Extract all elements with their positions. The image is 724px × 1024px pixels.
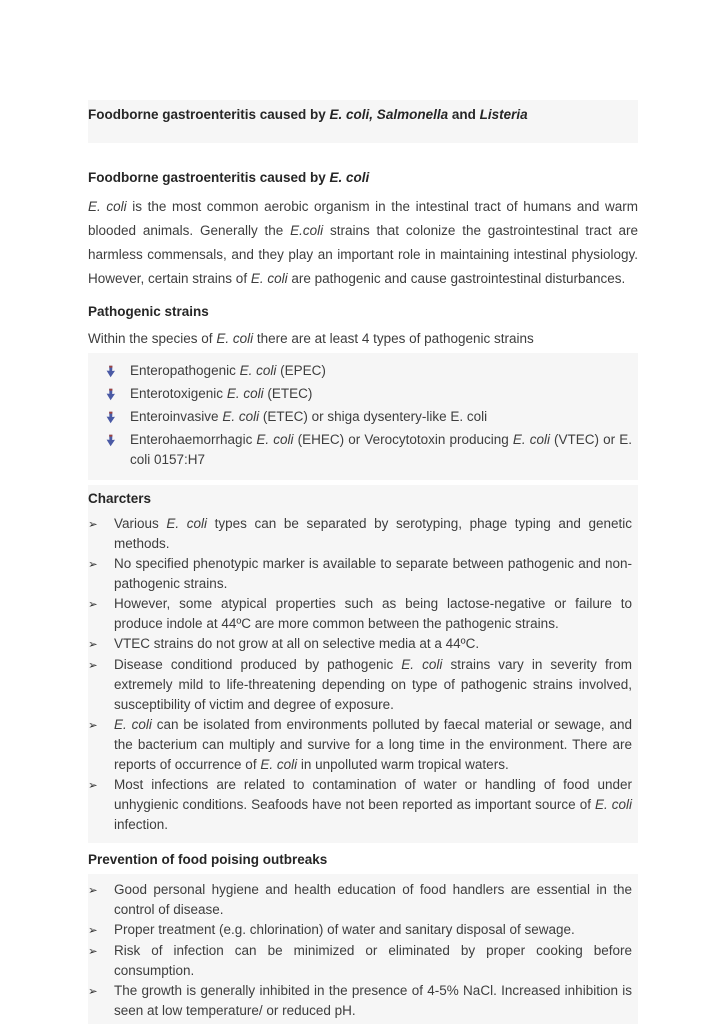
down-arrow-bullet-icon (106, 407, 130, 430)
document-title: Foodborne gastroenteritis caused by E. coli, Salmonella and Listeria (88, 100, 638, 143)
strain-list-item (88, 407, 632, 430)
characters-list (88, 514, 632, 835)
arrowhead-bullet-icon: ➢ (88, 986, 98, 998)
prevention-list-item (88, 941, 632, 981)
strain-list-item (88, 361, 632, 384)
arrowhead-bullet-icon: ➢ (88, 925, 98, 937)
prevention-heading: Prevention of food poising outbreaks (88, 852, 328, 867)
characters-list-item (88, 715, 632, 775)
prevention-list-item (88, 920, 632, 941)
characters-list-item-text: Most infections are related to contamination of water or handling of food under unhygienic conditions. Seafoods have not been reported as important source of E. coli infection. (114, 777, 632, 832)
strain-list-item (88, 384, 632, 407)
prevention-list (88, 874, 638, 1024)
characters-list-item (88, 634, 632, 655)
characters-list-item (88, 594, 632, 634)
arrowhead-bullet-icon: ➢ (88, 720, 98, 732)
arrowhead-bullet-icon: ➢ (88, 780, 98, 792)
document-content (88, 100, 638, 1024)
section-heading-ecoli: Foodborne gastroenteritis caused by E. coli (88, 170, 370, 185)
characters-list-item (88, 554, 632, 594)
characters-heading: Charcters (88, 491, 152, 506)
characters-list-item-text: E. coli can be isolated from environments polluted by faecal material or sewage, and the bacterium can multiply and survive for a long time in the environment. There are reports of occurrence of E. coli in unpolluted warm tropical waters. (114, 717, 633, 772)
prevention-list-item (88, 981, 632, 1021)
arrowhead-bullet-icon: ➢ (88, 639, 98, 651)
pathogenic-strains-heading: Pathogenic strains (88, 304, 209, 319)
characters-list-item (88, 514, 632, 554)
strain-list (88, 353, 638, 480)
prevention-list-item (88, 880, 632, 920)
characters-list-item-text: Disease conditiond produced by pathogenic E. coli strains vary in severity from extremely mild to life-threatening depending on type of pathogenic strains involved, susceptibility of victim and degree of exposure. (114, 657, 633, 712)
pathogenic-intro-line: Within the species of E. coli there are at least 4 types of pathogenic strains (88, 331, 534, 346)
arrowhead-bullet-icon: ➢ (88, 599, 98, 611)
intro-paragraph: E. coli is the most common aerobic organism in the intestinal tract of humans and warm blooded animals. Generally the E.coli strains that colonize the gastrointestinal tract are harmless commensals, and they play an important role in maintaining intestinal physiology. However, certain strains of E. coli are pathogenic and cause gastrointestinal disturbances. (88, 199, 639, 286)
down-arrow-bullet-icon (106, 430, 130, 453)
characters-list-item-text: However, some atypical properties such as being lactose-negative or failure to produce indole at 44ºC are more common between the pathogenic strains. (114, 596, 632, 631)
characters-list-item-text: No specified phenotypic marker is available to separate between pathogenic and non-pathogenic strains. (114, 556, 632, 591)
strain-list-item-text: Enterotoxigenic E. coli (ETEC) (130, 386, 313, 401)
strain-list-item-text: Enteroinvasive E. coli (ETEC) or shiga dysentery-like E. coli (130, 409, 488, 424)
strain-list-item-text: Enteropathogenic E. coli (EPEC) (130, 363, 326, 378)
strain-list-item (88, 430, 632, 470)
characters-list-item (88, 775, 632, 835)
characters-list-item-text: Various E. coli types can be separated by serotyping, phage typing and genetic methods. (114, 516, 632, 551)
arrowhead-bullet-icon: ➢ (88, 519, 98, 531)
characters-list-item-text: VTEC strains do not grow at all on selective media at a 44ºC. (114, 636, 480, 651)
prevention-list-item-text: Proper treatment (e.g. chlorination) of water and sanitary disposal of sewage. (114, 922, 575, 937)
arrowhead-bullet-icon: ➢ (88, 946, 98, 958)
prevention-list-item-text: Good personal hygiene and health education of food handlers are essential in the control of disease. (114, 882, 632, 917)
arrowhead-bullet-icon: ➢ (88, 660, 98, 672)
characters-list-item (88, 655, 632, 715)
down-arrow-bullet-icon (106, 361, 130, 384)
arrowhead-bullet-icon: ➢ (88, 559, 98, 571)
strain-list-item-text: Enterohaemorrhagic E. coli (EHEC) or Verocytotoxin producing E. coli (VTEC) or E. coli 0157:H7 (130, 432, 632, 467)
prevention-list-item-text: The growth is generally inhibited in the presence of 4-5% NaCl. Increased inhibition is seen at low temperature/ or reduced pH. (114, 983, 632, 1018)
arrowhead-bullet-icon: ➢ (88, 885, 98, 897)
down-arrow-bullet-icon (106, 384, 130, 407)
characters-section (88, 485, 638, 843)
prevention-list-item-text: Risk of infection can be minimized or eliminated by proper cooking before consumption. (114, 943, 632, 978)
